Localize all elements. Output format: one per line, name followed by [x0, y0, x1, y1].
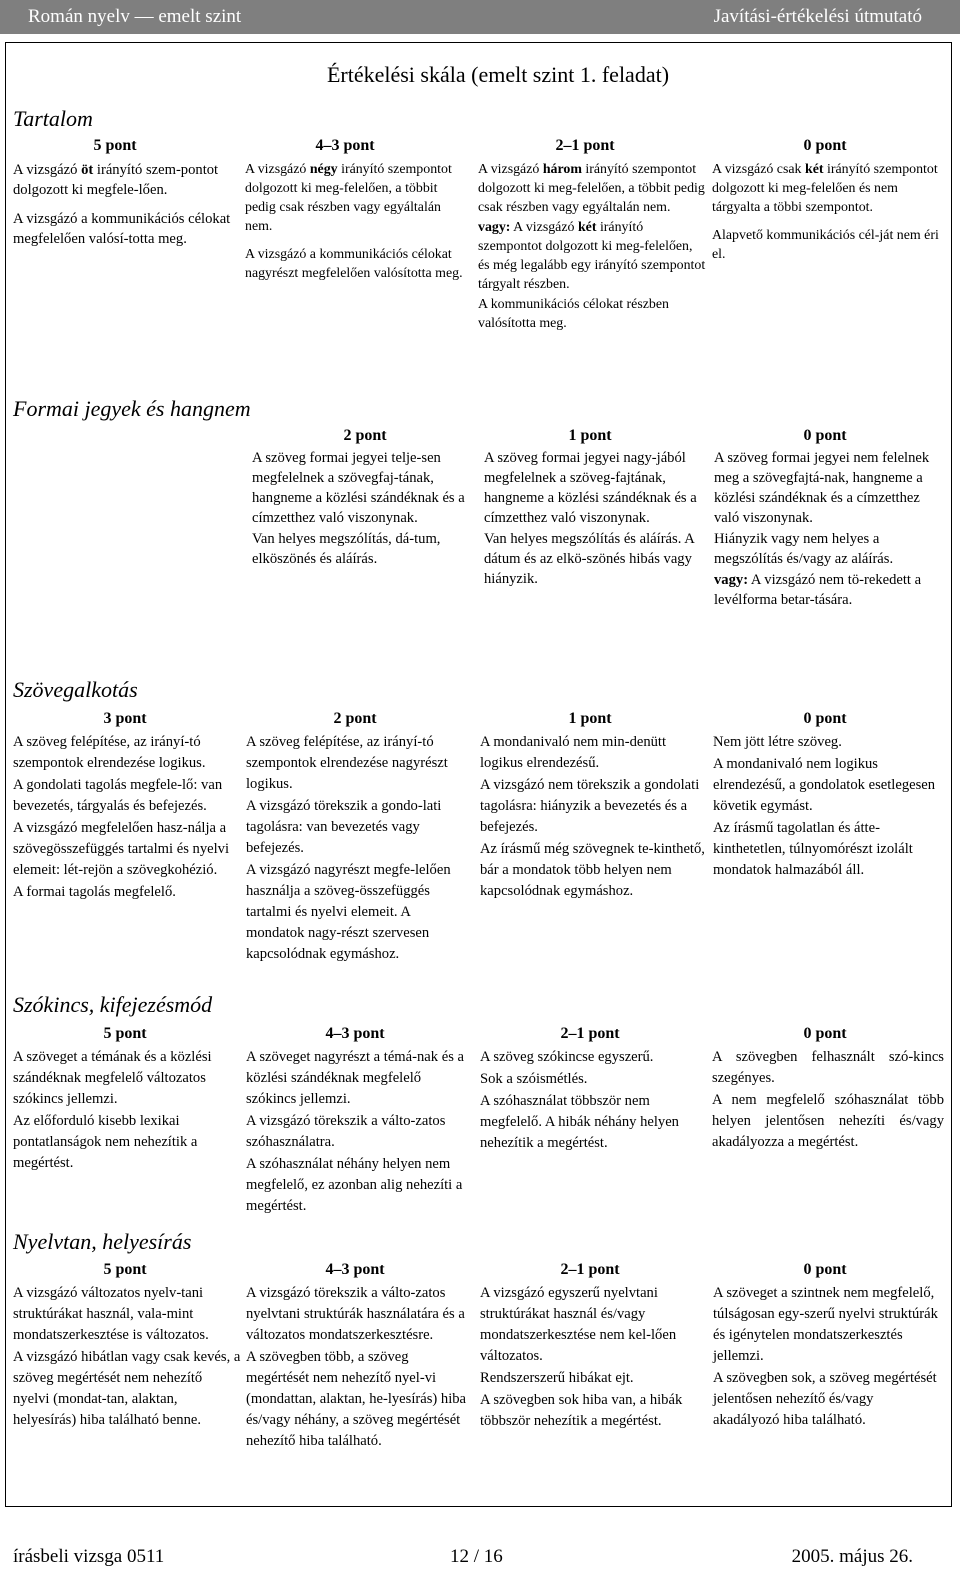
cell-text: irányító szempontot dolgozott ki meg-felelően, a többit pedig csak részben vagy egyáltalán nem.: [245, 162, 452, 234]
cell-text: A vizsgázó törekszik a válto-zatos szóhasználatra.: [246, 1113, 446, 1150]
cell-text: A szöveget a szintnek nem megfelelő, túlságosan egy-szerű nyelvi struktúrák és igénytelen mondatszerkesztés jellemzi.: [713, 1285, 938, 1364]
szovegalkotas-col-1: 3 pont: [103, 710, 147, 727]
szokincs-col-1: 5 pont: [103, 1025, 147, 1042]
formai-cell-0pont: [714, 448, 942, 610]
cell-text: A szöveg formai jegyei telje-sen megfelelnek a szövegfaj-tának, hangneme a közlési szándéknak és a címzetthez való viszonynak.: [252, 450, 465, 526]
nyelvtan-cell-0pont: [713, 1283, 943, 1431]
szovegalkotas-col-4: 0 pont: [803, 710, 847, 727]
cell-text: A vizsgázó nem törekszik a gondolati tagolásra: hiányzik a bevezetés és a befejezés.: [480, 777, 700, 835]
cell-text: A formai tagolás megfelelő.: [13, 884, 176, 900]
tartalom-col-2: 4–3 pont: [315, 137, 375, 154]
cell-text: A vizsgázó: [245, 162, 310, 177]
cell-text: A szóhasználat többször nem megfelelő. A hibák néhány helyen nehezítik a megértést.: [480, 1093, 679, 1151]
tartalom-cell-21pont: [478, 160, 706, 333]
nyelvtan-cell-5pont: [13, 1283, 241, 1431]
cell-text: A szöveget a témának és a közlési szándéknak megfelelő változatos szókincs jellemzi.: [13, 1049, 212, 1107]
szovegalkotas-cell-0pont: [713, 732, 943, 881]
cell-text: irányító szempontot dolgozott ki meg-felelően és nem tárgyalta a többi szempontot.: [712, 162, 938, 215]
cell-text: A kommunikációs célokat részben valósította meg.: [478, 297, 669, 331]
cell-text: A szövegben több, a szöveg megértését nem nehezítő nyel-vi (mondattan, alaktan, he-lyesírás) hiba és/vagy néhány, a szöveg megértését nehezítő hiba található.: [246, 1349, 467, 1449]
nyelvtan-col-1: 5 pont: [103, 1261, 147, 1278]
szokincs-cell-0pont: [712, 1047, 944, 1153]
cell-text: A vizsgázó: [478, 162, 543, 177]
nyelvtan-cell-43pont: [246, 1283, 472, 1452]
formai-cell-2pont: [252, 448, 474, 569]
nyelvtan-col-3: 2–1 pont: [560, 1261, 620, 1278]
cell-text: A szöveg szókincse egyszerű.: [480, 1049, 654, 1065]
tartalom-cell-43pont: [245, 160, 471, 283]
nyelvtan-col-2: 4–3 pont: [325, 1261, 385, 1278]
szovegalkotas-cell-1pont: [480, 732, 706, 902]
cell-text: A szöveg felépítése, az irányí-tó szempontok elrendezése logikus.: [13, 734, 206, 771]
cell-text: A szöveg felépítése, az irányí-tó szempontok elrendezése nagyrészt logikus.: [246, 734, 448, 792]
szokincs-col-3: 2–1 pont: [560, 1025, 620, 1042]
cell-emphasis: két: [577, 220, 597, 235]
tartalom-cell-0pont: [712, 160, 944, 264]
nyelvtan-cell-21pont: [480, 1283, 708, 1432]
szokincs-col-4: 0 pont: [803, 1025, 847, 1042]
formai-col-2: 1 pont: [568, 427, 612, 444]
header-doc-type: Javítási-értékelési útmutató: [713, 6, 922, 27]
cell-text: A szöveg formai jegyei nagy-jából megfelelnek a szöveg-fajtának, hangneme a közlési szándéknak és a címzetthez való viszonynak.: [484, 450, 697, 526]
cell-text: A vizsgázó nem tö-rekedett a levélforma betar-tására.: [714, 572, 922, 608]
section-title-szovegalkotas: Szövegalkotás: [13, 677, 138, 702]
nyelvtan-col-4: 0 pont: [803, 1261, 847, 1278]
footer-exam-id: írásbeli vizsga 0511: [13, 1546, 165, 1567]
cell-text: Van helyes megszólítás és aláírás. A dátum és az elkö-szönés hibás vagy hiányzik.: [484, 531, 694, 587]
cell-text: irányító szempontot dolgozott ki meg-felelően, a többit pedig csak részben vagy egyáltalán nem.: [478, 162, 705, 215]
cell-text: irányító szempontot dolgozott ki meg-felelően, és még legalább egy irányító szempontot tárgyalt részben.: [478, 220, 706, 292]
section-title-nyelvtan: Nyelvtan, helyesírás: [13, 1229, 192, 1254]
szokincs-cell-43pont: [246, 1047, 472, 1217]
section-title-szokincs: Szókincs, kifejezésmód: [13, 992, 213, 1017]
cell-text: A szóhasználat néhány helyen nem megfelelő, ez azonban alig nehezíti a megértést.: [246, 1156, 463, 1214]
cell-text: Az előforduló kisebb lexikai pontatlanságok nem nehezítik a megértést.: [13, 1113, 198, 1171]
tartalom-cell-5pont: [13, 160, 238, 249]
formai-col-1: 2 pont: [343, 427, 387, 444]
cell-text: A vizsgázó törekszik a gondo-lati tagolásra: van bevezetés vagy befejezés.: [246, 798, 442, 856]
szovegalkotas-col-2: 2 pont: [333, 710, 377, 727]
cell-text: A vizsgázó nagyrészt megfe-lelően használja a szöveg-összefüggés tartalmi és nyelvi elemeit. A mondatok nagy-részt szervesen kapcsolódnak egymáshoz.: [246, 862, 451, 962]
cell-text: A szövegben sok, a szöveg megértését jelentősen nehezítő és/vagy akadályozó hiba található.: [713, 1370, 937, 1428]
cell-emphasis: három: [542, 162, 582, 177]
tartalom-col-3: 2–1 pont: [555, 137, 615, 154]
cell-text: Az írásmű tagolatlan és átte-kinthetetlen, túlnyomórészt izolált mondatok halmazából áll.: [713, 820, 913, 878]
szokincs-cell-21pont: [480, 1047, 706, 1154]
cell-text: A szövegben felhasznált szó-kincs szegényes.: [712, 1049, 944, 1086]
cell-text: A vizsgázó: [510, 220, 578, 235]
section-title-formai: Formai jegyek és hangnem: [13, 396, 251, 421]
cell-text: A szöveg formai jegyei nem felelnek meg a szövegfajtá-nak, hangneme a közlési szándéknak és a címzetthez való viszonynak.: [714, 450, 930, 526]
cell-text: Nem jött létre szöveg.: [713, 734, 842, 750]
cell-text: A vizsgázó törekszik a válto-zatos nyelvtani struktúrák használatára és a változatos mondatszerkesztésre.: [246, 1285, 465, 1343]
cell-text: Sok a szóismétlés.: [480, 1071, 588, 1087]
szovegalkotas-col-3: 1 pont: [568, 710, 612, 727]
tartalom-col-4: 0 pont: [803, 137, 847, 154]
formai-cell-1pont: [484, 448, 706, 589]
cell-emphasis: vagy:: [478, 220, 511, 235]
page-header: [0, 0, 960, 34]
cell-text: A vizsgázó a kommunikációs célokat megfelelően valósí-totta meg.: [13, 211, 231, 247]
cell-emphasis: négy: [309, 162, 338, 177]
page-title: Értékelési skála (emelt szint 1. feladat): [326, 62, 670, 87]
header-subject: Román nyelv — emelt szint: [28, 6, 242, 27]
cell-text: A vizsgázó egyszerű nyelvtani struktúrákat használ és/vagy mondatszerkesztése nem kel-lően változatos.: [480, 1285, 677, 1364]
tartalom-col-1: 5 pont: [93, 137, 137, 154]
cell-text: A mondanivaló nem min-denütt logikus elrendezésű.: [480, 734, 667, 771]
cell-text: A vizsgázó hibátlan vagy csak kevés, a szöveg megértését nem nehezítő nyelvi (mondat-tan, alaktan, helyesírás) hiba található benne.: [13, 1349, 241, 1428]
szokincs-col-2: 4–3 pont: [325, 1025, 385, 1042]
formai-col-3: 0 pont: [803, 427, 847, 444]
cell-text: irányító szem-pontot dolgozott ki megfele-lően.: [13, 162, 219, 198]
cell-text: A vizsgázó: [13, 162, 82, 178]
cell-text: A vizsgázó megfelelően hasz-nálja a szövegösszefüggés tartalmi és nyelvi elemeit: lét-rejön a szövegkohézió.: [13, 820, 230, 878]
cell-emphasis: vagy:: [714, 572, 749, 588]
cell-text: A mondanivaló nem logikus elrendezésű, a gondolatok esetlegesen követik egymást.: [713, 756, 936, 814]
cell-emphasis: öt: [81, 162, 94, 178]
cell-emphasis: két: [804, 162, 824, 177]
szokincs-cell-5pont: [13, 1047, 238, 1174]
cell-text: A vizsgázó a kommunikációs célokat nagyrészt megfelelően valósította meg.: [245, 247, 463, 281]
szovegalkotas-cell-3pont: [13, 732, 241, 903]
cell-text: Hiányzik vagy nem helyes a megszólítás és/vagy az aláírás.: [714, 531, 894, 567]
footer-page-number: 12 / 16: [450, 1546, 503, 1567]
cell-text: Rendszerszerű hibákat ejt.: [480, 1370, 634, 1386]
section-title-tartalom: Tartalom: [13, 106, 93, 131]
cell-text: Az írásmű még szövegnek te-kinthető, bár a mondatok több helyen nem kapcsolódnak egymáshoz.: [480, 841, 705, 899]
cell-text: A vizsgázó csak: [712, 162, 805, 177]
cell-text: A szöveget nagyrészt a témá-nak és a közlési szándéknak megfelelő szókincs jellemzi.: [246, 1049, 465, 1107]
cell-text: Alapvető kommunikációs cél-ját nem éri el.: [712, 228, 939, 262]
cell-text: A szövegben sok hiba van, a hibák többször nehezítik a megértést.: [480, 1392, 683, 1429]
cell-text: A gondolati tagolás megfele-lő: van bevezetés, tárgyalás és befejezés.: [13, 777, 223, 814]
cell-text: Van helyes megszólítás, dá-tum, elköszönés és aláírás.: [252, 531, 441, 567]
szovegalkotas-cell-2pont: [246, 732, 472, 965]
footer-date: 2005. május 26.: [791, 1546, 913, 1567]
cell-text: A nem megfelelő szóhasználat több helyen jelentősen nehezíti és/vagy akadályozza a megértést.: [712, 1092, 944, 1150]
cell-text: A vizsgázó változatos nyelv-tani struktúrákat használ, vala-mint mondatszerkesztése is változatos.: [13, 1285, 209, 1343]
